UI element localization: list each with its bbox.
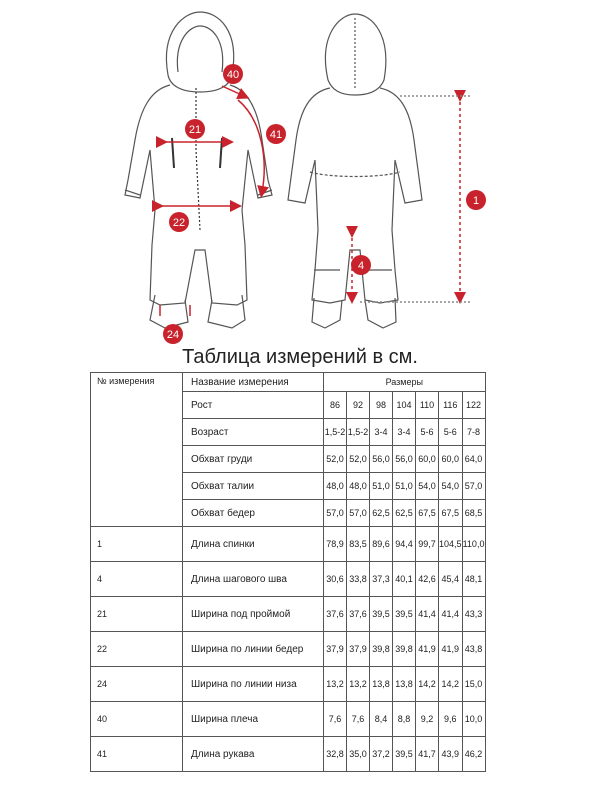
- measurement-value: 14,2: [416, 667, 439, 702]
- param-value: 67,5: [416, 500, 439, 527]
- param-value: 62,5: [393, 500, 416, 527]
- measurement-value: 13,8: [370, 667, 393, 702]
- measurement-value: 8,8: [393, 702, 416, 737]
- param-value: 1,5-2: [347, 419, 370, 446]
- overall-size-diagram: [0, 0, 600, 345]
- measurement-row: [91, 667, 486, 702]
- measurement-value: 39,5: [393, 597, 416, 632]
- measurement-value: 46,2: [462, 737, 485, 772]
- measurement-value: 39,5: [393, 737, 416, 772]
- svg-text:24: 24: [166, 329, 180, 341]
- measure-marker-4: [351, 255, 371, 275]
- measurement-value: 8,4: [370, 702, 393, 737]
- param-name: Обхват талии: [183, 473, 324, 500]
- measurement-value: 9,6: [439, 702, 463, 737]
- measurement-value: 43,3: [462, 597, 485, 632]
- param-value: 122: [462, 392, 485, 419]
- measurement-value: 89,6: [370, 527, 393, 562]
- param-value: 52,0: [347, 446, 370, 473]
- measurement-value: 37,9: [324, 632, 347, 667]
- measurement-number: 22: [91, 632, 183, 667]
- param-name: Обхват бедер: [183, 500, 324, 527]
- param-value: 51,0: [370, 473, 393, 500]
- measurement-value: 41,9: [439, 632, 463, 667]
- param-value: 3-4: [370, 419, 393, 446]
- param-value: 116: [439, 392, 463, 419]
- param-value: 48,0: [347, 473, 370, 500]
- measure-marker-24: [163, 324, 183, 344]
- measurement-name: Ширина по линии бедер: [183, 632, 324, 667]
- measurement-value: 104,5: [439, 527, 463, 562]
- param-value: 7-8: [462, 419, 485, 446]
- measurement-value: 41,9: [416, 632, 439, 667]
- measurement-number: 24: [91, 667, 183, 702]
- measurement-name: Длина рукава: [183, 737, 324, 772]
- param-value: 51,0: [393, 473, 416, 500]
- measurement-value: 14,2: [439, 667, 463, 702]
- measurement-value: 32,8: [324, 737, 347, 772]
- param-value: 48,0: [324, 473, 347, 500]
- measurement-name: Длина спинки: [183, 527, 324, 562]
- measurement-value: 42,6: [416, 562, 439, 597]
- measurement-value: 33,8: [347, 562, 370, 597]
- measurement-value: 9,2: [416, 702, 439, 737]
- measurement-value: 13,2: [324, 667, 347, 702]
- param-value: 92: [347, 392, 370, 419]
- measurement-value: 39,8: [370, 632, 393, 667]
- param-value: 60,0: [439, 446, 463, 473]
- param-value: 62,5: [370, 500, 393, 527]
- header-number: № измерения: [91, 373, 183, 527]
- measurement-value: 110,0: [462, 527, 485, 562]
- measurement-value: 40,1: [393, 562, 416, 597]
- param-value: 57,0: [462, 473, 485, 500]
- param-value: 5-6: [416, 419, 439, 446]
- measurement-row: [91, 632, 486, 667]
- table-title: Таблица измерений в см.: [182, 346, 418, 368]
- measurement-name: Ширина под проймой: [183, 597, 324, 632]
- measurement-value: 45,4: [439, 562, 463, 597]
- param-value: 104: [393, 392, 416, 419]
- measurement-value: 15,0: [462, 667, 485, 702]
- measurement-number: 40: [91, 702, 183, 737]
- measurement-row: [91, 562, 486, 597]
- param-value: 54,0: [439, 473, 463, 500]
- header-name: Название измерения: [183, 373, 324, 392]
- header-sizes: Размеры: [324, 373, 486, 392]
- measurement-value: 13,2: [347, 667, 370, 702]
- measurement-row: [91, 597, 486, 632]
- measurement-value: 78,9: [324, 527, 347, 562]
- measurement-value: 41,4: [416, 597, 439, 632]
- measure-marker-41: [266, 124, 286, 144]
- measurement-number: 4: [91, 562, 183, 597]
- param-value: 56,0: [393, 446, 416, 473]
- measurement-value: 43,8: [462, 632, 485, 667]
- measurement-row: [91, 527, 486, 562]
- param-value: 98: [370, 392, 393, 419]
- param-value: 5-6: [439, 419, 463, 446]
- measurement-name: Ширина плеча: [183, 702, 324, 737]
- measurement-name: Длина шагового шва: [183, 562, 324, 597]
- param-name: Обхват груди: [183, 446, 324, 473]
- param-value: 57,0: [324, 500, 347, 527]
- back-view: [288, 14, 422, 328]
- measurement-number: 21: [91, 597, 183, 632]
- param-name: Рост: [183, 392, 324, 419]
- param-value: 52,0: [324, 446, 347, 473]
- svg-text:21: 21: [188, 124, 202, 136]
- svg-text:22: 22: [172, 217, 186, 229]
- measurement-name: Ширина по линии низа: [183, 667, 324, 702]
- measurement-value: 37,6: [324, 597, 347, 632]
- measure-marker-1: [466, 190, 486, 210]
- param-value: 68,5: [462, 500, 485, 527]
- measurement-value: 83,5: [347, 527, 370, 562]
- measure-marker-21: [185, 119, 205, 139]
- measurement-row: [91, 702, 486, 737]
- svg-text:41: 41: [269, 129, 283, 141]
- measurement-row: [91, 737, 486, 772]
- measurement-value: 99,7: [416, 527, 439, 562]
- param-value: 56,0: [370, 446, 393, 473]
- measurement-value: 30,6: [324, 562, 347, 597]
- measurement-value: 13,8: [393, 667, 416, 702]
- param-value: 3-4: [393, 419, 416, 446]
- measurement-number: 1: [91, 527, 183, 562]
- param-value: 86: [324, 392, 347, 419]
- svg-text:4: 4: [357, 260, 365, 272]
- measure-marker-40: [223, 64, 243, 84]
- param-value: 67,5: [439, 500, 463, 527]
- param-value: 57,0: [347, 500, 370, 527]
- measurement-value: 7,6: [324, 702, 347, 737]
- measure-marker-22: [169, 212, 189, 232]
- measurement-value: 37,3: [370, 562, 393, 597]
- measurement-value: 39,5: [370, 597, 393, 632]
- param-name: Возраст: [183, 419, 324, 446]
- measurement-value: 7,6: [347, 702, 370, 737]
- param-value: 1,5-2: [324, 419, 347, 446]
- measurement-value: 35,0: [347, 737, 370, 772]
- measurement-number: 41: [91, 737, 183, 772]
- param-value: 54,0: [416, 473, 439, 500]
- measurement-value: 43,9: [439, 737, 463, 772]
- measurement-value: 94,4: [393, 527, 416, 562]
- measurement-value: 10,0: [462, 702, 485, 737]
- measurement-value: 39,8: [393, 632, 416, 667]
- svg-text:40: 40: [226, 69, 240, 81]
- measurement-value: 48,1: [462, 562, 485, 597]
- front-view: [125, 12, 272, 328]
- measurement-value: 41,4: [439, 597, 463, 632]
- measurements-table: [90, 372, 486, 772]
- table-header-row: [91, 373, 486, 392]
- measurement-value: 37,2: [370, 737, 393, 772]
- measurement-value: 37,6: [347, 597, 370, 632]
- param-value: 60,0: [416, 446, 439, 473]
- param-value: 110: [416, 392, 439, 419]
- measurement-value: 37,9: [347, 632, 370, 667]
- svg-text:1: 1: [472, 195, 480, 207]
- param-value: 64,0: [462, 446, 485, 473]
- measurement-value: 41,7: [416, 737, 439, 772]
